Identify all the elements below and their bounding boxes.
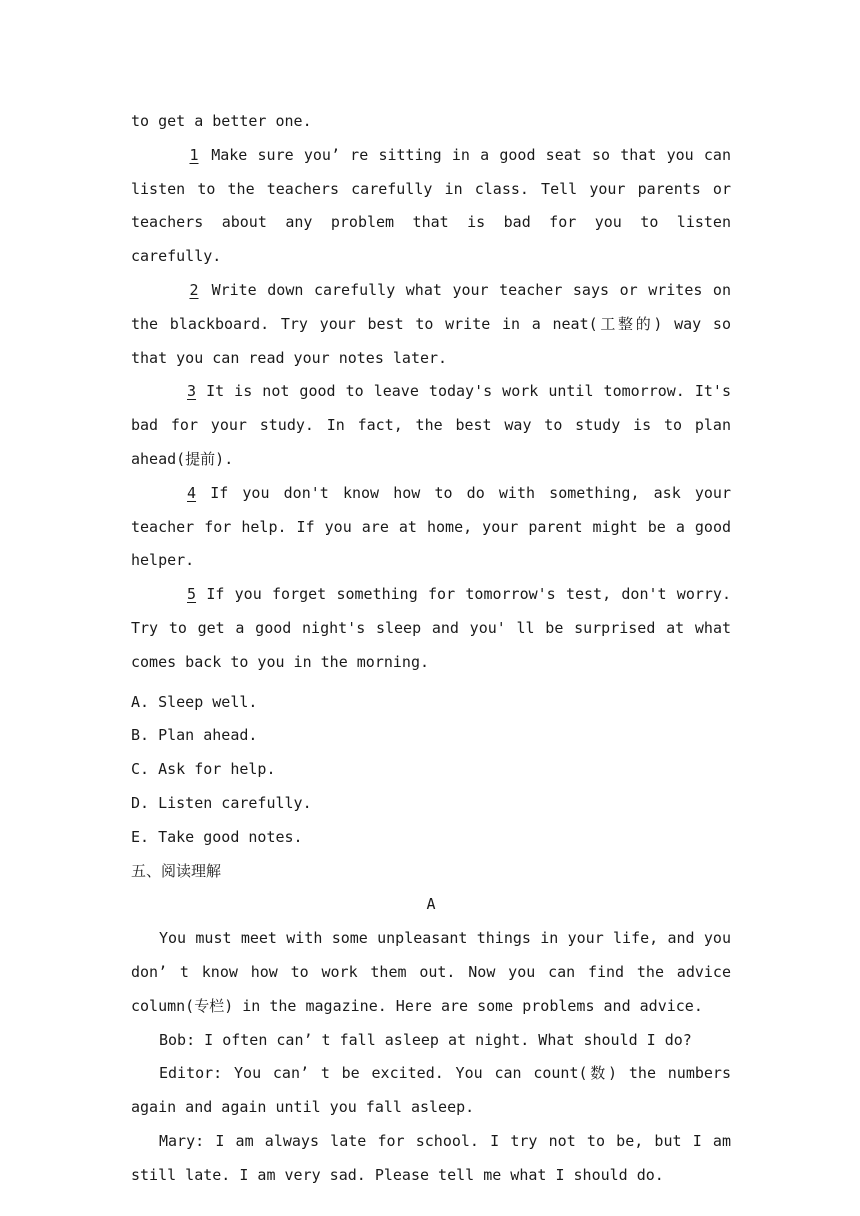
item-3 xyxy=(131,375,731,476)
passage-paragraph-4: Mary: I am always late for school. I try not to be, but I am still late. I am very sad. Please tell me what I should do. xyxy=(131,1131,731,1184)
answer-blank-4[interactable]: 4 xyxy=(187,483,197,502)
item-4-text: If you don't know how to do with something, ask your teacher for help. If you are at home, your parent might be a good helper. xyxy=(131,483,731,570)
option-d: D. Listen carefully. xyxy=(131,793,312,812)
item-2-text: Write down carefully what your teacher says or writes on the blackboard. Try your best to write in a neat(工整的) way so that you can read your notes later. xyxy=(131,280,731,367)
item-2 xyxy=(131,274,731,375)
item-3-text: It is not good to leave today's work until tomorrow. It's bad for your study. In fact, the best way to study is to plan ahead(提前). xyxy=(131,382,731,468)
passage-title: A xyxy=(426,895,436,914)
item-5 xyxy=(131,578,731,679)
answer-blank-3[interactable]: 3 xyxy=(187,382,197,401)
item-4 xyxy=(131,477,731,578)
item-1 xyxy=(131,139,731,274)
item-1-text: Make sure you’ re sitting in a good seat so that you can listen to the teachers carefully in class. Tell your parents or teachers about any problem that is bad for you to listen carefully. xyxy=(131,145,731,266)
item-5-text: If you forget something for tomorrow's test, don't worry. Try to get a good night's sleep and you' ll be surprised at what comes back to you in the morning. xyxy=(131,585,731,671)
option-e: E. Take good notes. xyxy=(131,827,303,846)
section-heading: 五、阅读理解 xyxy=(131,861,222,880)
option-c: C. Ask for help. xyxy=(131,760,276,779)
answer-blank-5[interactable]: 5 xyxy=(187,585,197,604)
option-a: A. Sleep well. xyxy=(131,692,258,711)
options-list xyxy=(131,686,731,855)
intro-line: to get a better one. xyxy=(131,112,312,130)
answer-blank-1[interactable]: 1 xyxy=(189,145,199,164)
passage-paragraph-2: Bob: I often can’ t fall asleep at night. What should I do? xyxy=(159,1030,692,1049)
option-b: B. Plan ahead. xyxy=(131,726,258,745)
passage-paragraph-3: Editor: You can’ t be excited. You can count(数) the numbers again and again until you fall asleep. xyxy=(131,1064,731,1117)
answer-blank-2[interactable]: 2 xyxy=(189,280,199,299)
passage-paragraph-1: You must meet with some unpleasant things in your life, and you don’ t know how to work them out. Now you can find the advice column(专栏) in the magazine. Here are some problems and advice. xyxy=(131,929,731,1015)
document-content xyxy=(131,105,731,1193)
